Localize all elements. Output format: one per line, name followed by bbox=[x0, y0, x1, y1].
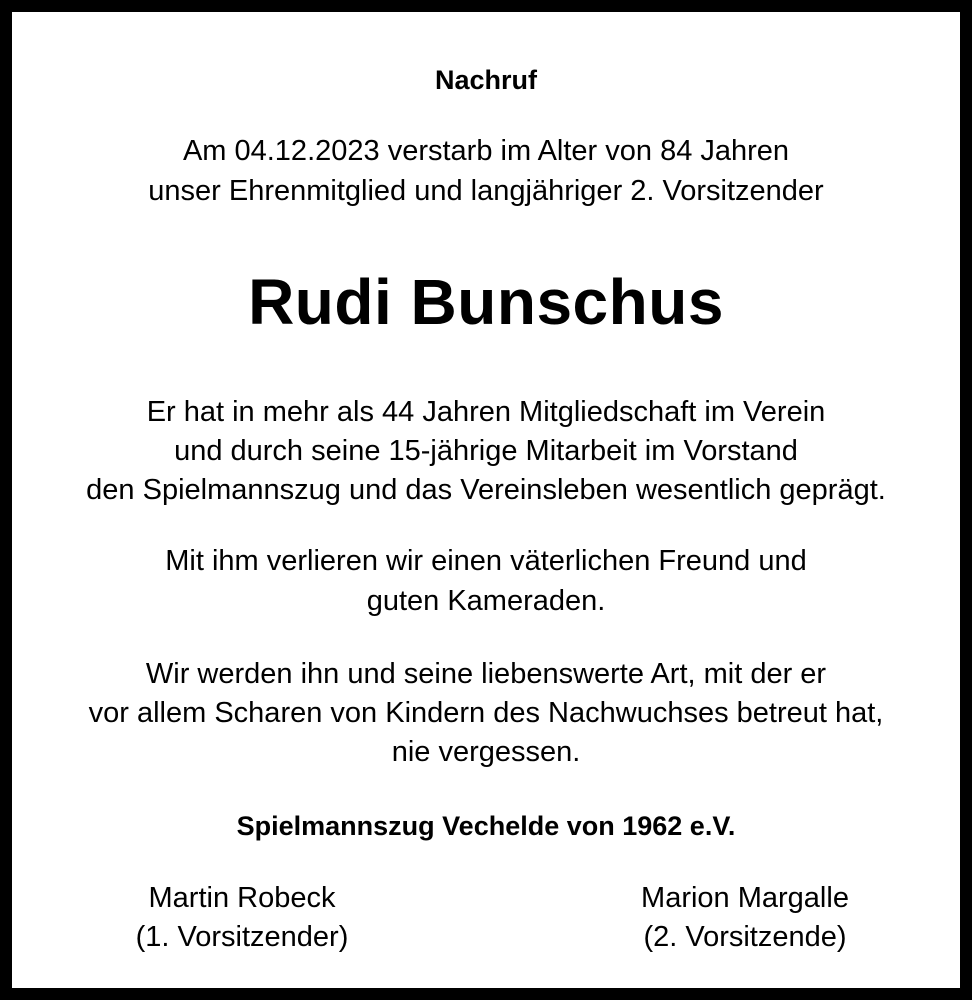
organization-name: Spielmannszug Vechelde von 1962 e.V. bbox=[236, 811, 736, 841]
paragraph-1-line-1: Er hat in mehr als 44 Jahren Mitgliedschaft im Verein bbox=[146, 396, 826, 428]
paragraph-1-line-2: und durch seine 15-jährige Mitarbeit im Vorstand bbox=[174, 435, 798, 467]
signatory-2-name: Marion Margalle bbox=[641, 882, 849, 914]
intro-line-2: unser Ehrenmitglied und langjähriger 2. Vorsitzender bbox=[148, 175, 824, 207]
paragraph-1-line-3: den Spielmannszug und das Vereinsleben wesentlich geprägt. bbox=[86, 474, 886, 506]
signatory-1-name: Martin Robeck bbox=[148, 882, 336, 914]
paragraph-2-line-2: guten Kameraden. bbox=[366, 585, 606, 617]
deceased-name: Rudi Bunschus bbox=[248, 266, 724, 338]
paragraph-2-line-1: Mit ihm verlieren wir einen väterlichen Freund und bbox=[165, 545, 807, 577]
signatory-1-role: (1. Vorsitzender) bbox=[135, 921, 349, 953]
notice-heading: Nachruf bbox=[434, 65, 537, 95]
intro-line-1: Am 04.12.2023 verstarb im Alter von 84 Jahren bbox=[182, 135, 790, 167]
paragraph-3-line-3: nie vergessen. bbox=[391, 736, 581, 768]
signatory-2-role: (2. Vorsitzende) bbox=[643, 921, 847, 953]
paragraph-3-line-2: vor allem Scharen von Kindern des Nachwuchses betreut hat, bbox=[88, 697, 884, 729]
paragraph-3-line-1: Wir werden ihn und seine liebenswerte Art, mit der er bbox=[145, 658, 827, 690]
